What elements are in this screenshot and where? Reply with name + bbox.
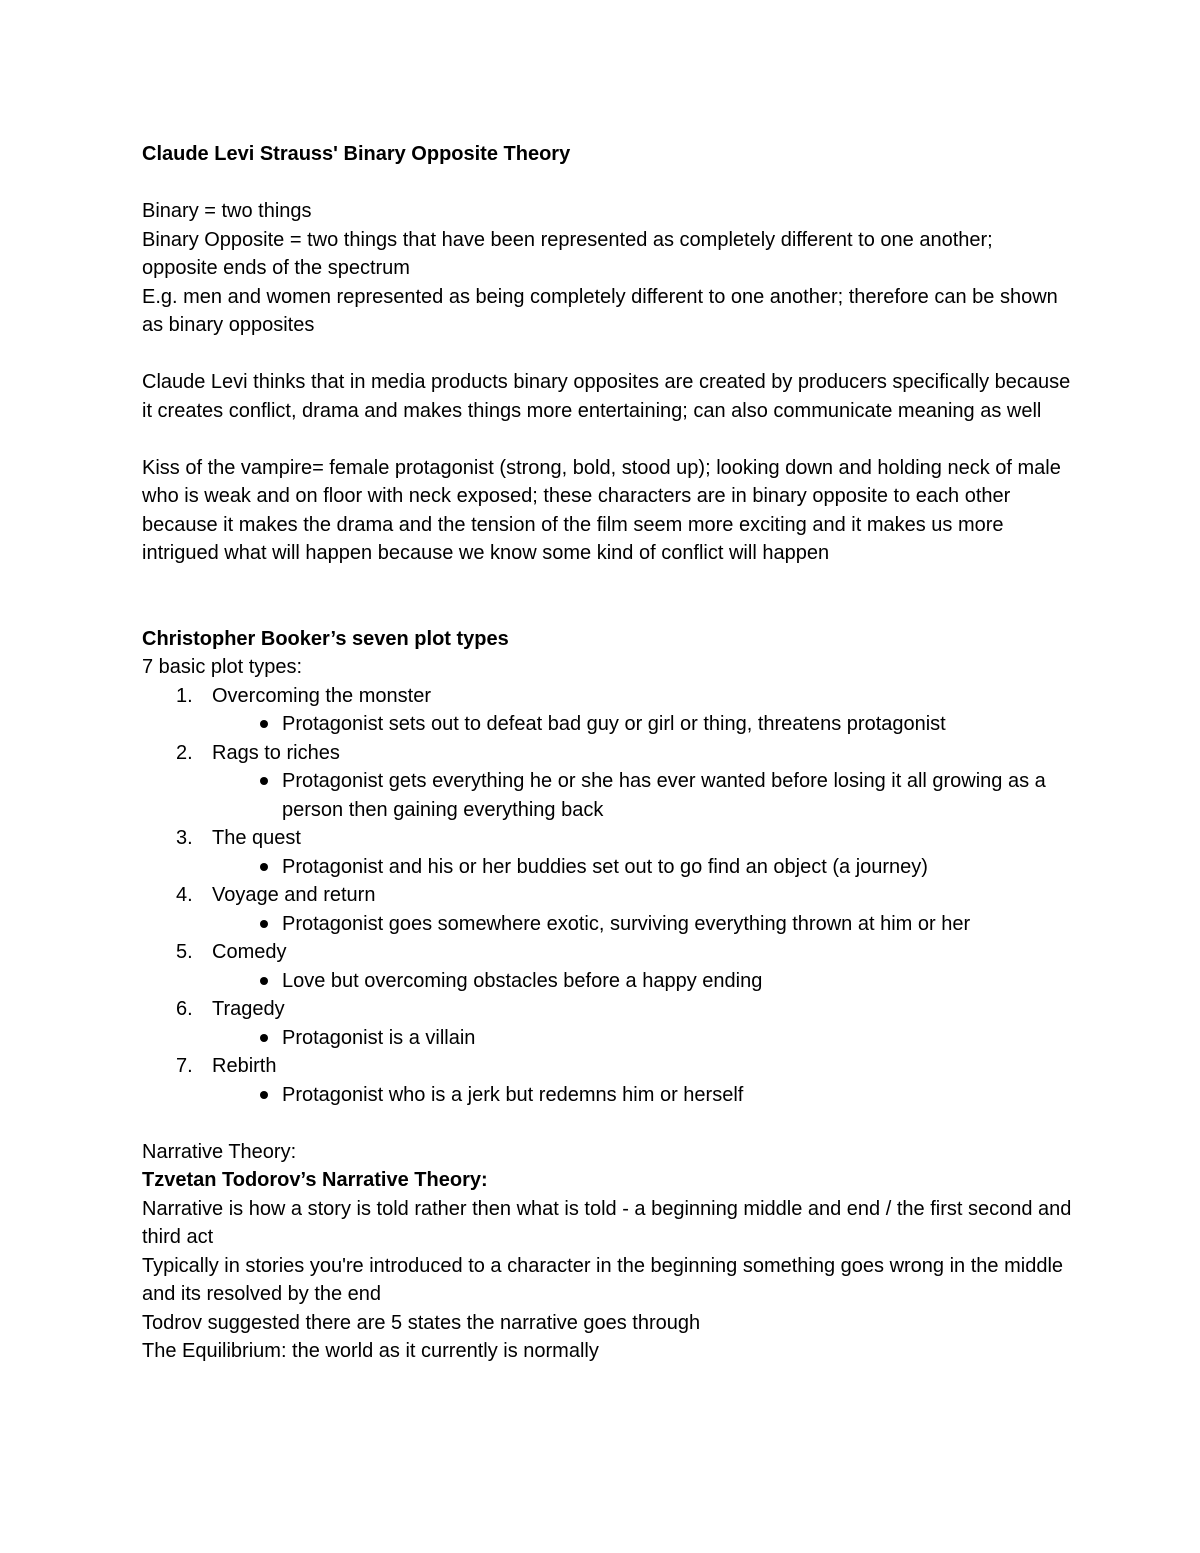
plot-description: Protagonist goes somewhere exotic, surviving everything thrown at him or her — [282, 912, 971, 935]
plot-description: Love but overcoming obstacles before a happy ending — [282, 969, 763, 992]
list-item — [212, 710, 1072, 739]
spacer — [142, 169, 1072, 198]
list-number: 6. — [176, 998, 193, 1020]
plot-name: Overcoming the monster — [212, 684, 431, 707]
bullet-icon — [260, 863, 268, 871]
list-item — [212, 767, 1072, 824]
paragraph: The Equilibrium: the world as it currently is normally — [142, 1340, 599, 1362]
paragraph: Typically in stories you're introduced to a character in the beginning something goes wrong in the middle and its resolved by the end — [142, 1254, 1064, 1305]
list-number: 3. — [176, 827, 193, 849]
plot-description: Protagonist is a villain — [282, 1026, 476, 1049]
list-item — [142, 995, 1072, 1052]
plot-name: Rebirth — [212, 1055, 277, 1077]
spacer — [142, 425, 1072, 454]
plot-types-list — [142, 682, 1072, 1110]
plot-description: Protagonist and his or her buddies set out to go find an object (a journey) — [282, 855, 928, 878]
plot-name: Voyage and return — [212, 884, 376, 906]
plot-name: Rags to riches — [212, 741, 340, 764]
list-item — [142, 1052, 1072, 1109]
section-title-todorov: Tzvetan Todorov’s Narrative Theory: — [142, 1169, 488, 1191]
paragraph: Claude Levi thinks that in media products binary opposites are created by producers specifically because it creates conflict, drama and makes things more entertaining; can also communicate meaning as well — [142, 371, 1071, 422]
paragraph: Binary = two things — [142, 200, 312, 222]
paragraph: Todrov suggested there are 5 states the narrative goes through — [142, 1311, 701, 1334]
list-number: 7. — [176, 1055, 193, 1077]
bullet-icon — [260, 777, 268, 785]
list-item — [212, 967, 1072, 996]
paragraph: E.g. men and women represented as being completely different to one another; therefore can be shown as binary opposites — [142, 285, 1058, 336]
list-number: 2. — [176, 741, 193, 764]
list-item — [142, 739, 1072, 825]
list-number: 1. — [176, 684, 193, 707]
plot-description-list — [212, 967, 1072, 996]
paragraph: Kiss of the vampire= female protagonist (strong, bold, stood up); looking down and holding neck of male who is weak and on floor with neck exposed; these characters are in binary opposite to each other because it makes the drama and the tension of the film seem more exciting and it makes us more intrigued what will happen because we know some kind of conflict will happen — [142, 456, 1061, 564]
bullet-icon — [260, 1091, 268, 1099]
plot-name: Comedy — [212, 941, 287, 963]
spacer — [142, 568, 1072, 625]
list-item — [212, 910, 1072, 939]
section-title-binary-opposites: Claude Levi Strauss' Binary Opposite Theory — [142, 143, 571, 165]
plot-description-list — [212, 767, 1072, 824]
plot-description: Protagonist sets out to defeat bad guy or girl or thing, threatens protagonist — [282, 713, 946, 735]
plot-name: Tragedy — [212, 998, 285, 1020]
plot-description-list — [212, 710, 1072, 739]
plot-types-intro: 7 basic plot types: — [142, 656, 303, 678]
bullet-icon — [260, 920, 268, 928]
bullet-icon — [260, 720, 268, 728]
list-number: 5. — [176, 941, 193, 963]
list-item — [212, 1081, 1072, 1110]
bullet-icon — [260, 977, 268, 985]
bullet-icon — [260, 1034, 268, 1042]
list-item — [212, 1024, 1072, 1053]
list-item — [212, 853, 1072, 882]
plot-description: Protagonist who is a jerk but redemns him or herself — [282, 1083, 744, 1106]
narrative-theory-label: Narrative Theory: — [142, 1140, 297, 1163]
spacer — [142, 340, 1072, 369]
plot-description-list — [212, 853, 1072, 882]
plot-name: The quest — [212, 827, 301, 849]
plot-description-list — [212, 1024, 1072, 1053]
plot-description: Protagonist gets everything he or she has ever wanted before losing it all growing as a person then gaining everything back — [282, 770, 1046, 821]
list-number: 4. — [176, 884, 193, 906]
paragraph: Binary Opposite = two things that have been represented as completely different to one another; opposite ends of the spectrum — [142, 228, 993, 279]
plot-description-list — [212, 910, 1072, 939]
document-page — [142, 140, 1072, 1366]
list-item — [142, 824, 1072, 881]
plot-description-list — [212, 1081, 1072, 1110]
spacer — [142, 1109, 1072, 1138]
paragraph: Narrative is how a story is told rather then what is told - a beginning middle and end / the first second and third act — [142, 1197, 1072, 1248]
list-item — [142, 938, 1072, 995]
section-title-plot-types: Christopher Booker’s seven plot types — [142, 627, 509, 650]
list-item — [142, 881, 1072, 938]
list-item — [142, 682, 1072, 739]
